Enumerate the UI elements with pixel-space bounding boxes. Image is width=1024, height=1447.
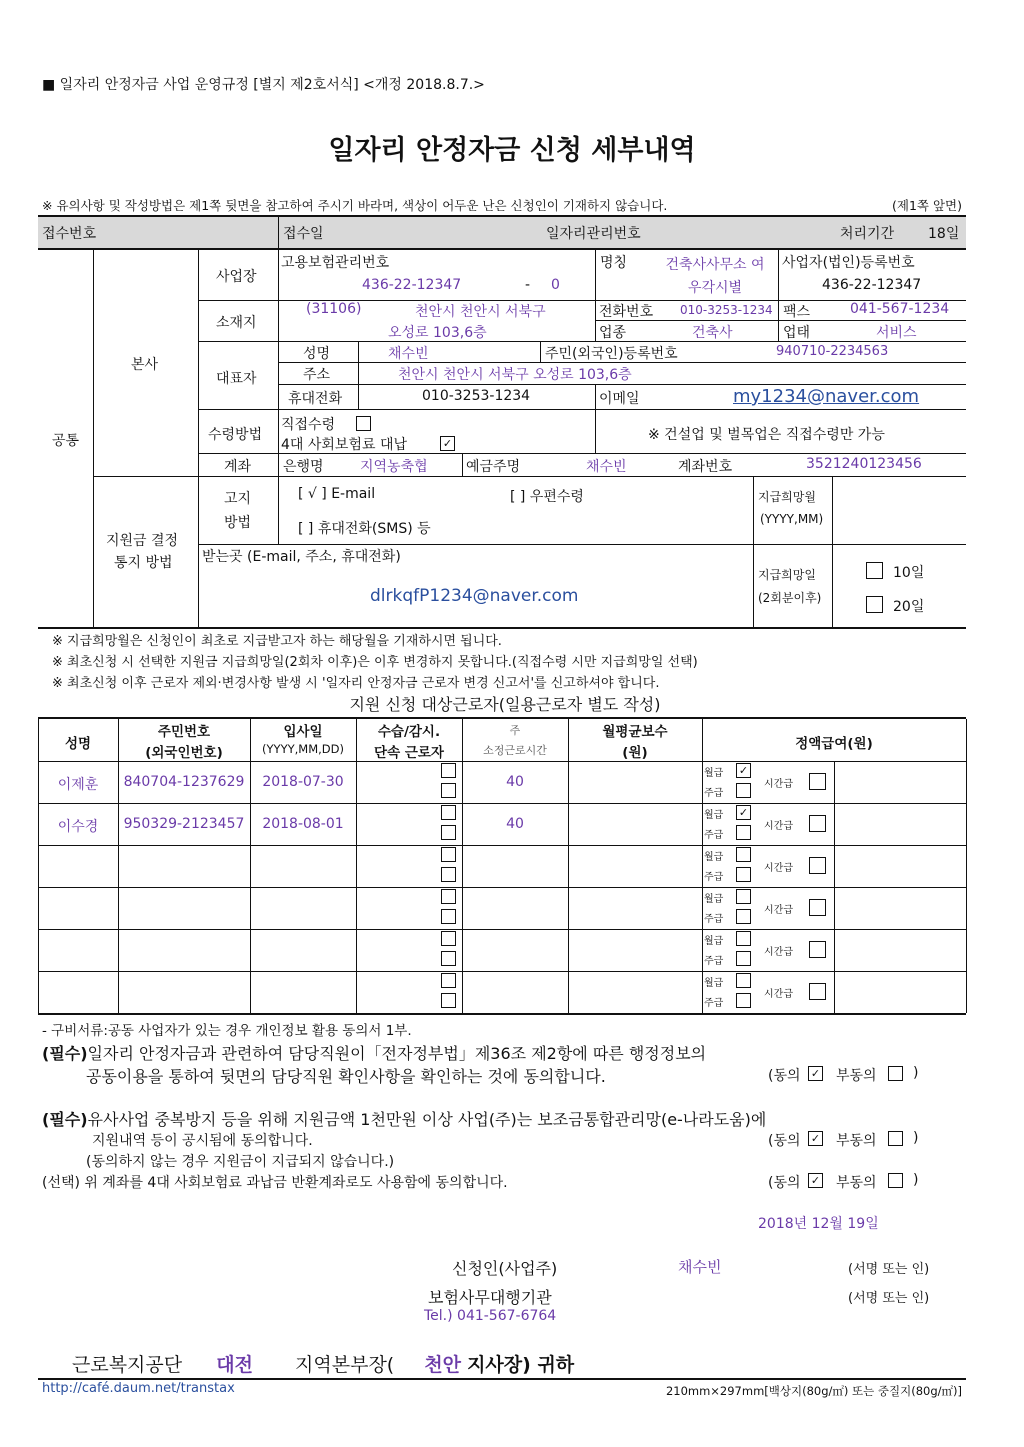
note-3: ※ 최초신청 이후 근로자 제외·변경사항 발생 시 '일자리 안정자금 근로자 변경 신고서'를 신고하셔야 합니다.: [52, 676, 660, 691]
monthly-pay-label: 월급: [704, 978, 724, 989]
col-hire-header2: (YYYY,MM,DD): [262, 742, 344, 756]
recipient-value[interactable]: dlrkqfP1234@naver.com: [370, 586, 579, 606]
email-label: 이메일: [599, 391, 640, 407]
intermittent-checkbox[interactable]: [441, 993, 456, 1008]
hourly-pay-label: 시간급: [764, 905, 793, 916]
receipt-no-label: 접수번호: [42, 226, 97, 242]
pay-day-10-checkbox[interactable]: [866, 562, 883, 579]
col-id-header1: 주민번호: [157, 724, 211, 740]
trainee-checkbox[interactable]: [441, 763, 456, 778]
notify-email-option[interactable]: [ √ ] E-mail: [298, 486, 376, 502]
notify-sms-option[interactable]: [ ] 휴대전화(SMS) 등: [298, 521, 431, 537]
paper-spec: 210mm×297mm[백상지(80g/㎡) 또는 중질지(80g/㎡)]: [665, 1384, 962, 1398]
weekly-pay-checkbox[interactable]: [736, 909, 751, 924]
hourly-pay-label: 시간급: [764, 989, 793, 1000]
consent1-line2: 공동이용을 통하여 뒷면의 담당직원 확인사항을 확인하는 것에 동의합니다.: [86, 1067, 606, 1086]
application-date: 2018년 12월 19일: [758, 1216, 879, 1232]
addressee-branch: 천안: [424, 1354, 462, 1376]
pay-day-10-label: 10일: [893, 565, 925, 581]
email-value[interactable]: my1234@naver.com: [733, 386, 920, 407]
receive-direct-checkbox[interactable]: [356, 416, 371, 431]
mobile-label: 휴대전화: [288, 391, 343, 407]
workplace-label: 사업장: [216, 269, 257, 285]
worker-id: 840704-1237629: [123, 774, 245, 790]
notify-method-label2: 방법: [224, 515, 252, 531]
pay-day-20-label: 20일: [893, 599, 925, 615]
monthly-pay-label: 월급: [704, 936, 724, 947]
consent3-line: (선택) 위 계좌를 4대 사회보험료 과납금 반환계좌로도 사용함에 동의합니다.: [42, 1175, 508, 1191]
hourly-pay-checkbox[interactable]: [809, 941, 826, 958]
business-type-label: 업태: [783, 325, 811, 341]
intermittent-checkbox[interactable]: [441, 951, 456, 966]
weekly-pay-checkbox[interactable]: [736, 783, 751, 798]
consent2-line3: (동의하지 않는 경우 지원금이 지급되지 않습니다.): [86, 1154, 395, 1170]
ins-no-value: 436-22-12347: [362, 277, 462, 293]
addressee-tail: 지사장) 귀하: [467, 1354, 575, 1376]
pay-month-label1: 지급희망월: [758, 490, 816, 504]
consent3-agree-checkbox[interactable]: ✓: [808, 1173, 823, 1188]
period-value: 18일: [928, 226, 960, 242]
consent3-close: ): [913, 1172, 919, 1188]
rep-name-label: 성명: [303, 346, 331, 362]
workers-section-title: 지원 신청 대상근로자(일용근로자 별도 작성): [349, 695, 661, 714]
consent1-close: ): [913, 1065, 919, 1081]
recipient-label: 받는곳 (E-mail, 주소, 휴대전화): [202, 549, 401, 565]
agency-tel: Tel.) 041-567-6764: [424, 1308, 557, 1324]
note-1: ※ 지급희망월은 신청인이 최초로 지급받고자 하는 해당월을 기재하시면 됩니다.: [52, 634, 502, 649]
receive-method-label: 수령방법: [208, 427, 263, 443]
trainee-checkbox[interactable]: [441, 847, 456, 862]
pay-day-label2: (2회분이후): [758, 591, 822, 605]
intermittent-checkbox[interactable]: [441, 909, 456, 924]
office-use-row: [38, 217, 966, 248]
pay-month-label2: (YYYY,MM): [760, 512, 824, 526]
rep-address-label: 주소: [303, 367, 331, 383]
rep-id-label: 주민(외국인)등록번호: [545, 346, 678, 362]
consent2-line2: 지원내역 등이 공시됨에 동의합니다.: [92, 1133, 313, 1149]
intermittent-checkbox[interactable]: [441, 825, 456, 840]
hourly-pay-label: 시간급: [764, 863, 793, 874]
consent2-agree-label: (동의: [768, 1133, 801, 1149]
instruction-notice: ※ 유의사항 및 작성방법은 제1쪽 뒷면을 참고하여 주시기 바라며, 색상이 어두운 난은 신청인이 기재하지 않습니다.: [42, 198, 668, 213]
ins-no-dash: -: [525, 277, 531, 293]
common-label: 공통: [52, 433, 80, 449]
zip-code: (31106): [306, 301, 362, 317]
monthly-pay-checkbox[interactable]: [736, 889, 751, 904]
location-label: 소재지: [216, 315, 257, 331]
col-trainee-header1: 수습/감시.: [377, 724, 441, 740]
applicant-label: 신청인(사업주): [452, 1259, 558, 1278]
consent3-agree-label: (동의: [768, 1175, 801, 1191]
phone-value: 010-3253-1234: [680, 303, 773, 317]
weekly-pay-label: 주급: [704, 914, 724, 925]
notify-label-line2: 통지 방법: [114, 555, 173, 571]
hq-label: 본사: [131, 357, 159, 373]
weekly-pay-label: 주급: [704, 830, 724, 841]
ins-no-suffix: 0: [551, 277, 560, 293]
hourly-pay-label: 시간급: [764, 821, 793, 832]
consent2-line1: [42, 1107, 766, 1130]
representative-label: 대표자: [216, 371, 257, 387]
col-name-header: 성명: [64, 736, 92, 752]
col-fixed-pay-header: 정액급여(원): [795, 736, 873, 752]
intermittent-checkbox[interactable]: [441, 783, 456, 798]
pay-day-20-checkbox[interactable]: [866, 596, 883, 613]
weekly-pay-checkbox[interactable]: [736, 993, 751, 1008]
addressee-org: 근로복지공단: [72, 1354, 183, 1376]
phone-label: 전화번호: [599, 304, 654, 320]
address-line2: 오성로 103,6층: [388, 325, 487, 341]
monthly-pay-label: 월급: [704, 852, 724, 863]
hourly-pay-checkbox[interactable]: [809, 815, 826, 832]
consent2-required-tag: (필수): [42, 1110, 88, 1129]
consent1-required-tag: (필수): [42, 1044, 88, 1063]
source-url[interactable]: http://café.daum.net/transtax: [42, 1381, 235, 1396]
note-2: ※ 최초신청 시 선택한 지원금 지급희망일(2회차 이후)은 이후 변경하지 못합니다.(직접수령 시만 지급희망일 선택): [52, 655, 698, 670]
consent2-close: ): [913, 1130, 919, 1146]
monthly-pay-label: 월급: [704, 894, 724, 905]
trainee-checkbox[interactable]: [441, 805, 456, 820]
agency-label: 보험사무대행기관: [428, 1288, 552, 1307]
notify-label-line1: 지원금 결정: [106, 533, 179, 549]
monthly-pay-checkbox[interactable]: [736, 847, 751, 862]
notify-method-label1: 고지: [224, 491, 252, 507]
addressee-city: 대전: [216, 1354, 253, 1376]
hourly-pay-label: 시간급: [764, 947, 793, 958]
weekly-pay-label: 주급: [704, 956, 724, 967]
addressee-line: [72, 1350, 574, 1377]
monthly-pay-checkbox[interactable]: ✓: [736, 805, 751, 820]
ins-no-label: 고용보험관리번호: [281, 255, 390, 271]
weekly-pay-checkbox[interactable]: [736, 825, 751, 840]
consent3-disagree-label: 부동의: [836, 1175, 877, 1191]
agency-sign-label: (서명 또는 인): [848, 1291, 930, 1306]
col-wage-header2: (원): [622, 745, 648, 761]
weekly-pay-label: 주급: [704, 872, 724, 883]
biz-reg-value: 436-22-12347: [822, 277, 922, 293]
mgmt-no-label: 일자리관리번호: [546, 226, 641, 242]
worker-name: 이수경: [57, 819, 99, 835]
intermittent-checkbox[interactable]: [441, 867, 456, 882]
consent1-agree-checkbox[interactable]: ✓: [808, 1066, 823, 1081]
consent1-disagree-label: 부동의: [836, 1068, 877, 1084]
weekly-pay-label: 주급: [704, 788, 724, 799]
period-label: 처리기간: [840, 226, 895, 242]
holder-label: 예금주명: [466, 459, 521, 475]
pay-day-label1: 지급희망일: [758, 568, 816, 582]
trainee-checkbox[interactable]: [441, 889, 456, 904]
consent1-text1: 일자리 안정자금과 관련하여 담당직원이「전자정부법」제36조 제2항에 따른 행정정보의: [87, 1044, 707, 1063]
monthly-pay-checkbox[interactable]: [736, 973, 751, 988]
monthly-pay-label: 월급: [704, 768, 724, 779]
consent1-agree-label: (동의: [768, 1068, 801, 1084]
worker-weekly-hours: 40: [506, 774, 524, 790]
receipt-date-label: 접수일: [283, 226, 324, 242]
required-docs: - 구비서류:공동 사업자가 있는 경우 개인정보 활용 동의서 1부.: [42, 1023, 412, 1039]
trainee-checkbox[interactable]: [441, 973, 456, 988]
page-title: 일자리 안정자금 신청 세부내역: [328, 135, 696, 166]
consent2-disagree-label: 부동의: [836, 1133, 877, 1149]
weekly-pay-label: 주급: [704, 998, 724, 1009]
rep-name-value: 채수빈: [388, 346, 429, 362]
address-line1: 천안시 천안시 서북구: [415, 304, 546, 320]
account-label: 계좌: [224, 459, 252, 475]
weekly-pay-checkbox[interactable]: [736, 867, 751, 882]
consent3-disagree-checkbox[interactable]: [888, 1173, 903, 1188]
bank-label: 은행명: [283, 459, 324, 475]
addressee-head: 지역본부장(: [295, 1354, 395, 1376]
col-trainee-header2: 단속 근로자: [374, 745, 444, 761]
industry-value: 건축사: [692, 325, 733, 341]
rep-address-value: 천안시 천안시 서북구 오성로 103,6층: [398, 367, 632, 383]
hourly-pay-label: 시간급: [764, 779, 793, 790]
consent1-disagree-checkbox[interactable]: [888, 1066, 903, 1081]
consent2-text1: 유사사업 중복방지 등을 위해 지원금액 1천만원 이상 사업(주)는 보조금통합관리망(e-나라도움)에: [87, 1110, 767, 1129]
consent1-line1: [42, 1041, 706, 1064]
holder-value: 채수빈: [586, 459, 627, 475]
trainee-checkbox[interactable]: [441, 931, 456, 946]
bank-value: 지역농축협: [360, 459, 428, 475]
worker-id: 950329-2123457: [123, 816, 245, 832]
consent2-disagree-checkbox[interactable]: [888, 1131, 903, 1146]
worker-name: 이제훈: [57, 777, 99, 793]
col-hours-header1: 주: [509, 724, 521, 737]
company-name-line2: 우각시별: [687, 280, 743, 296]
form-header-note: ■ 일자리 안정자금 사업 운영규정 [별지 제2호서식] <개정 2018.8.7.>: [42, 77, 485, 93]
applicant-name: 채수빈: [678, 1258, 722, 1276]
receive-direct-label: 직접수령: [281, 417, 336, 433]
fax-value: 041-567-1234: [850, 301, 950, 317]
hourly-pay-checkbox[interactable]: [809, 857, 826, 874]
worker-hire-date: 2018-07-30: [262, 774, 344, 790]
fax-label: 팩스: [783, 304, 811, 320]
monthly-pay-checkbox[interactable]: ✓: [736, 763, 751, 778]
account-no-label: 계좌번호: [678, 459, 733, 475]
consent2-agree-checkbox[interactable]: ✓: [808, 1131, 823, 1146]
hourly-pay-checkbox[interactable]: [809, 983, 826, 1000]
weekly-pay-checkbox[interactable]: [736, 951, 751, 966]
business-type-value: 서비스: [876, 325, 917, 341]
mobile-value: 010-3253-1234: [422, 388, 531, 404]
monthly-pay-label: 월급: [704, 810, 724, 821]
worker-weekly-hours: 40: [506, 816, 524, 832]
company-name-label: 명칭: [600, 255, 628, 271]
receive-insurance-checkbox[interactable]: ✓: [440, 436, 455, 451]
hourly-pay-checkbox[interactable]: [809, 899, 826, 916]
applicant-sign-label: (서명 또는 인): [848, 1262, 930, 1277]
worker-hire-date: 2018-08-01: [262, 816, 344, 832]
monthly-pay-checkbox[interactable]: [736, 931, 751, 946]
col-hours-header2: 소정근로시간: [483, 744, 547, 757]
col-hire-header1: 입사일: [283, 724, 323, 740]
rep-id-value: 940710-2234563: [776, 344, 889, 359]
account-no-value: 3521240123456: [806, 456, 922, 472]
notify-post-option[interactable]: [ ] 우편수령: [510, 489, 584, 505]
col-wage-header1: 월평균보수: [602, 724, 668, 740]
page-label: (제1쪽 앞면): [892, 198, 962, 213]
company-name-line1: 건축사사무소 여: [665, 257, 765, 273]
industry-label: 업종: [599, 325, 627, 341]
hourly-pay-checkbox[interactable]: [809, 773, 826, 790]
receive-note: ※ 건설업 및 벌목업은 직접수령만 가능: [648, 427, 885, 443]
col-id-header2: (외국인번호): [145, 745, 223, 761]
biz-reg-label: 사업자(법인)등록번호: [782, 255, 915, 271]
receive-insurance-label: 4대 사회보험료 대납: [281, 437, 407, 453]
